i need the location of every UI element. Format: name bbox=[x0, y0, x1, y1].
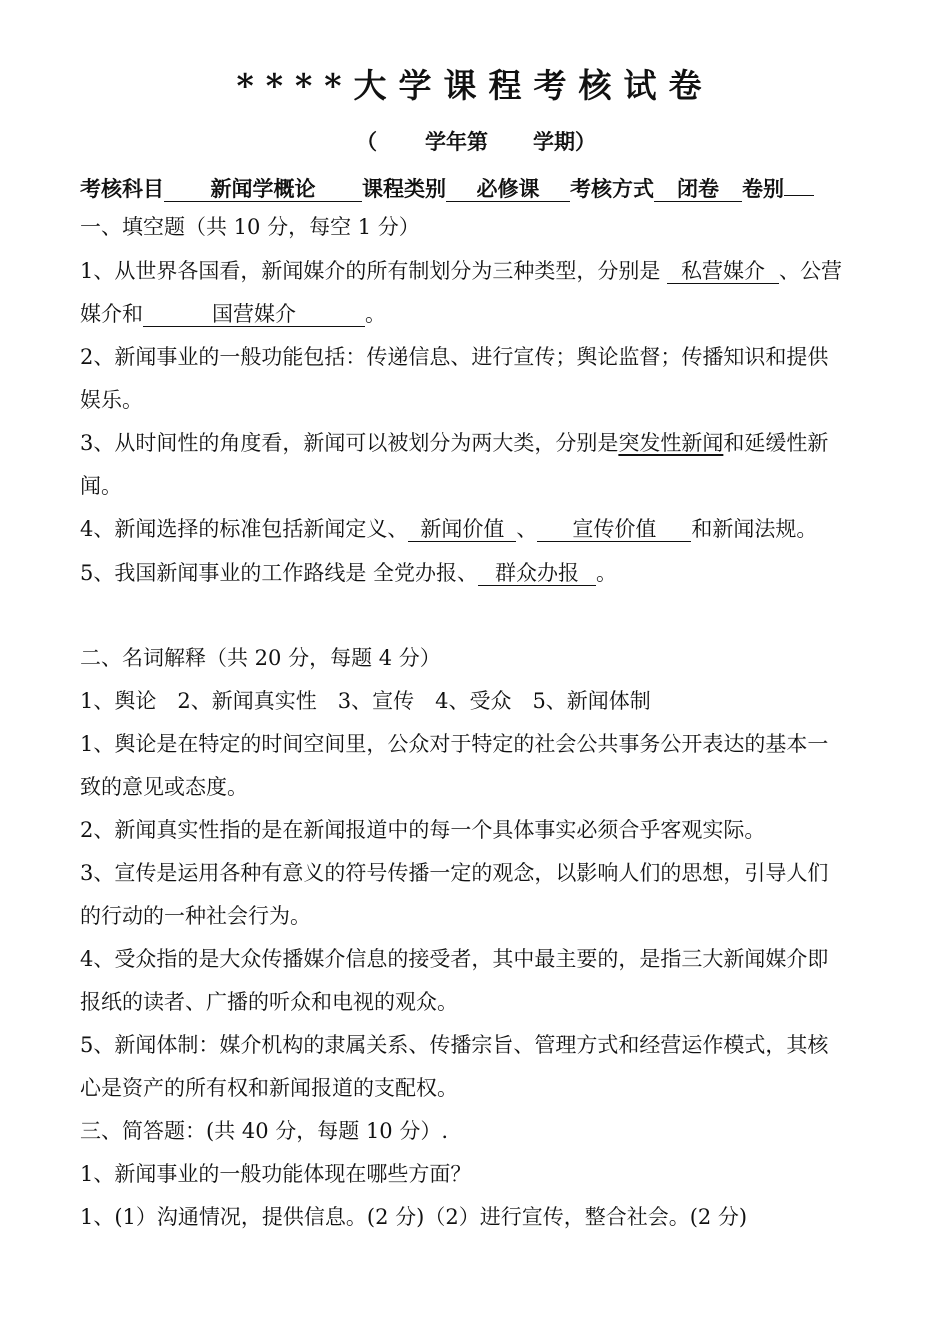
q1-answer-2: 国营媒介 bbox=[143, 302, 365, 327]
term-semester: 学期） bbox=[533, 129, 596, 154]
q4-text-b: 、 bbox=[516, 517, 538, 541]
exam-title: ****大学课程考核试卷 bbox=[236, 66, 714, 105]
section1-q2-line2: 娱乐。 bbox=[80, 388, 143, 412]
q4-answer-1: 新闻价值 bbox=[408, 517, 516, 542]
course-type-label: 课程类别 bbox=[362, 176, 446, 201]
section2-answer-4-line1: 4、受众指的是大众传播媒介信息的接受者，其中最主要的，是指三大新闻媒介即 bbox=[80, 947, 829, 971]
section2-answer-1-line2: 致的意见或态度。 bbox=[80, 775, 248, 799]
q1-text-d: 。 bbox=[365, 302, 386, 326]
section1-q2-line1: 2、新闻事业的一般功能包括：传递信息、进行宣传；舆论监督；传播知识和提供 bbox=[80, 345, 829, 369]
section2-answer-4-line2: 报纸的读者、广播的听众和电视的观众。 bbox=[80, 990, 458, 1014]
section2-answer-5-line1: 5、新闻体制：媒介机构的隶属关系、传播宗旨、管理方式和经营运作模式，其核 bbox=[80, 1033, 829, 1057]
exam-info-line bbox=[80, 171, 814, 202]
paper-label: 卷别 bbox=[742, 176, 784, 201]
section3-question-1: 1、新闻事业的一般功能体现在哪些方面？ bbox=[80, 1162, 472, 1186]
section1-q5 bbox=[80, 560, 617, 586]
section3-answer-1: 1、(1）沟通情况，提供信息。(2 分)（2）进行宣传，整合社会。(2 分) bbox=[80, 1205, 748, 1229]
section1-q3-line1 bbox=[80, 430, 828, 456]
section2-answer-5-line2: 心是资产的所有权和新闻报道的支配权。 bbox=[80, 1076, 458, 1100]
q3-text-b: 和延缓性新 bbox=[723, 431, 829, 455]
q3-answer: 突发性新闻 bbox=[618, 431, 724, 455]
section2-answer-2: 2、新闻真实性指的是在新闻报道中的每一个具体事实必须合乎客观实际。 bbox=[80, 818, 766, 842]
q3-text: 3、从时间性的角度看，新闻可以被划分为两大类，分别是 bbox=[80, 431, 619, 455]
subject-label: 考核科目 bbox=[80, 176, 164, 201]
q5-answer: 群众办报 bbox=[478, 561, 596, 586]
section1-q4 bbox=[80, 516, 817, 542]
section2-answer-1-line1: 1、舆论是在特定的时间空间里，公众对于特定的社会公共事务公开表达的基本一 bbox=[80, 732, 829, 756]
subject-value: 新闻学概论 bbox=[164, 177, 362, 202]
q1-answer-1: 私营媒介 bbox=[667, 259, 779, 284]
q5-text-b: 。 bbox=[596, 561, 618, 585]
section2-answer-3-line1: 3、宣传是运用各种有意义的符号传播一定的观念，以影响人们的思想，引导人们 bbox=[80, 861, 829, 885]
term-year: 学年第 bbox=[425, 129, 488, 154]
section3-heading: 三、简答题：(共 40 分，每题 10 分）. bbox=[80, 1119, 449, 1143]
q1-text-c: 媒介和 bbox=[80, 302, 143, 326]
section2-heading: 二、名词解释（共 20 分，每题 4 分） bbox=[80, 646, 441, 670]
section1-q1-line2 bbox=[80, 301, 386, 327]
section1-q1-line1 bbox=[80, 258, 842, 284]
paper-value-blank bbox=[784, 171, 814, 196]
q1-text: 1、从世界各国看，新闻媒介的所有制划分为三种类型，分别是 bbox=[80, 259, 661, 283]
section2-answer-3-line2: 的行动的一种社会行为。 bbox=[80, 904, 311, 928]
q4-text-c: 和新闻法规。 bbox=[691, 517, 818, 541]
method-value: 闭卷 bbox=[654, 177, 742, 202]
q4-text: 4、新闻选择的标准包括新闻定义、 bbox=[80, 517, 409, 541]
method-label: 考核方式 bbox=[570, 176, 654, 201]
course-type-value: 必修课 bbox=[446, 177, 570, 202]
term-open: （ bbox=[356, 129, 377, 154]
section1-heading: 一、填空题（共 10 分，每空 1 分） bbox=[80, 215, 420, 239]
q4-answer-2: 宣传价值 bbox=[537, 517, 691, 542]
q1-text-b: 、公营 bbox=[779, 259, 843, 283]
section1-q3-line2: 闻。 bbox=[80, 474, 122, 498]
section2-terms: 1、舆论 2、新闻真实性 3、宣传 4、受众 5、新闻体制 bbox=[80, 689, 651, 713]
q5-text: 5、我国新闻事业的工作路线是 全党办报、 bbox=[80, 561, 479, 585]
